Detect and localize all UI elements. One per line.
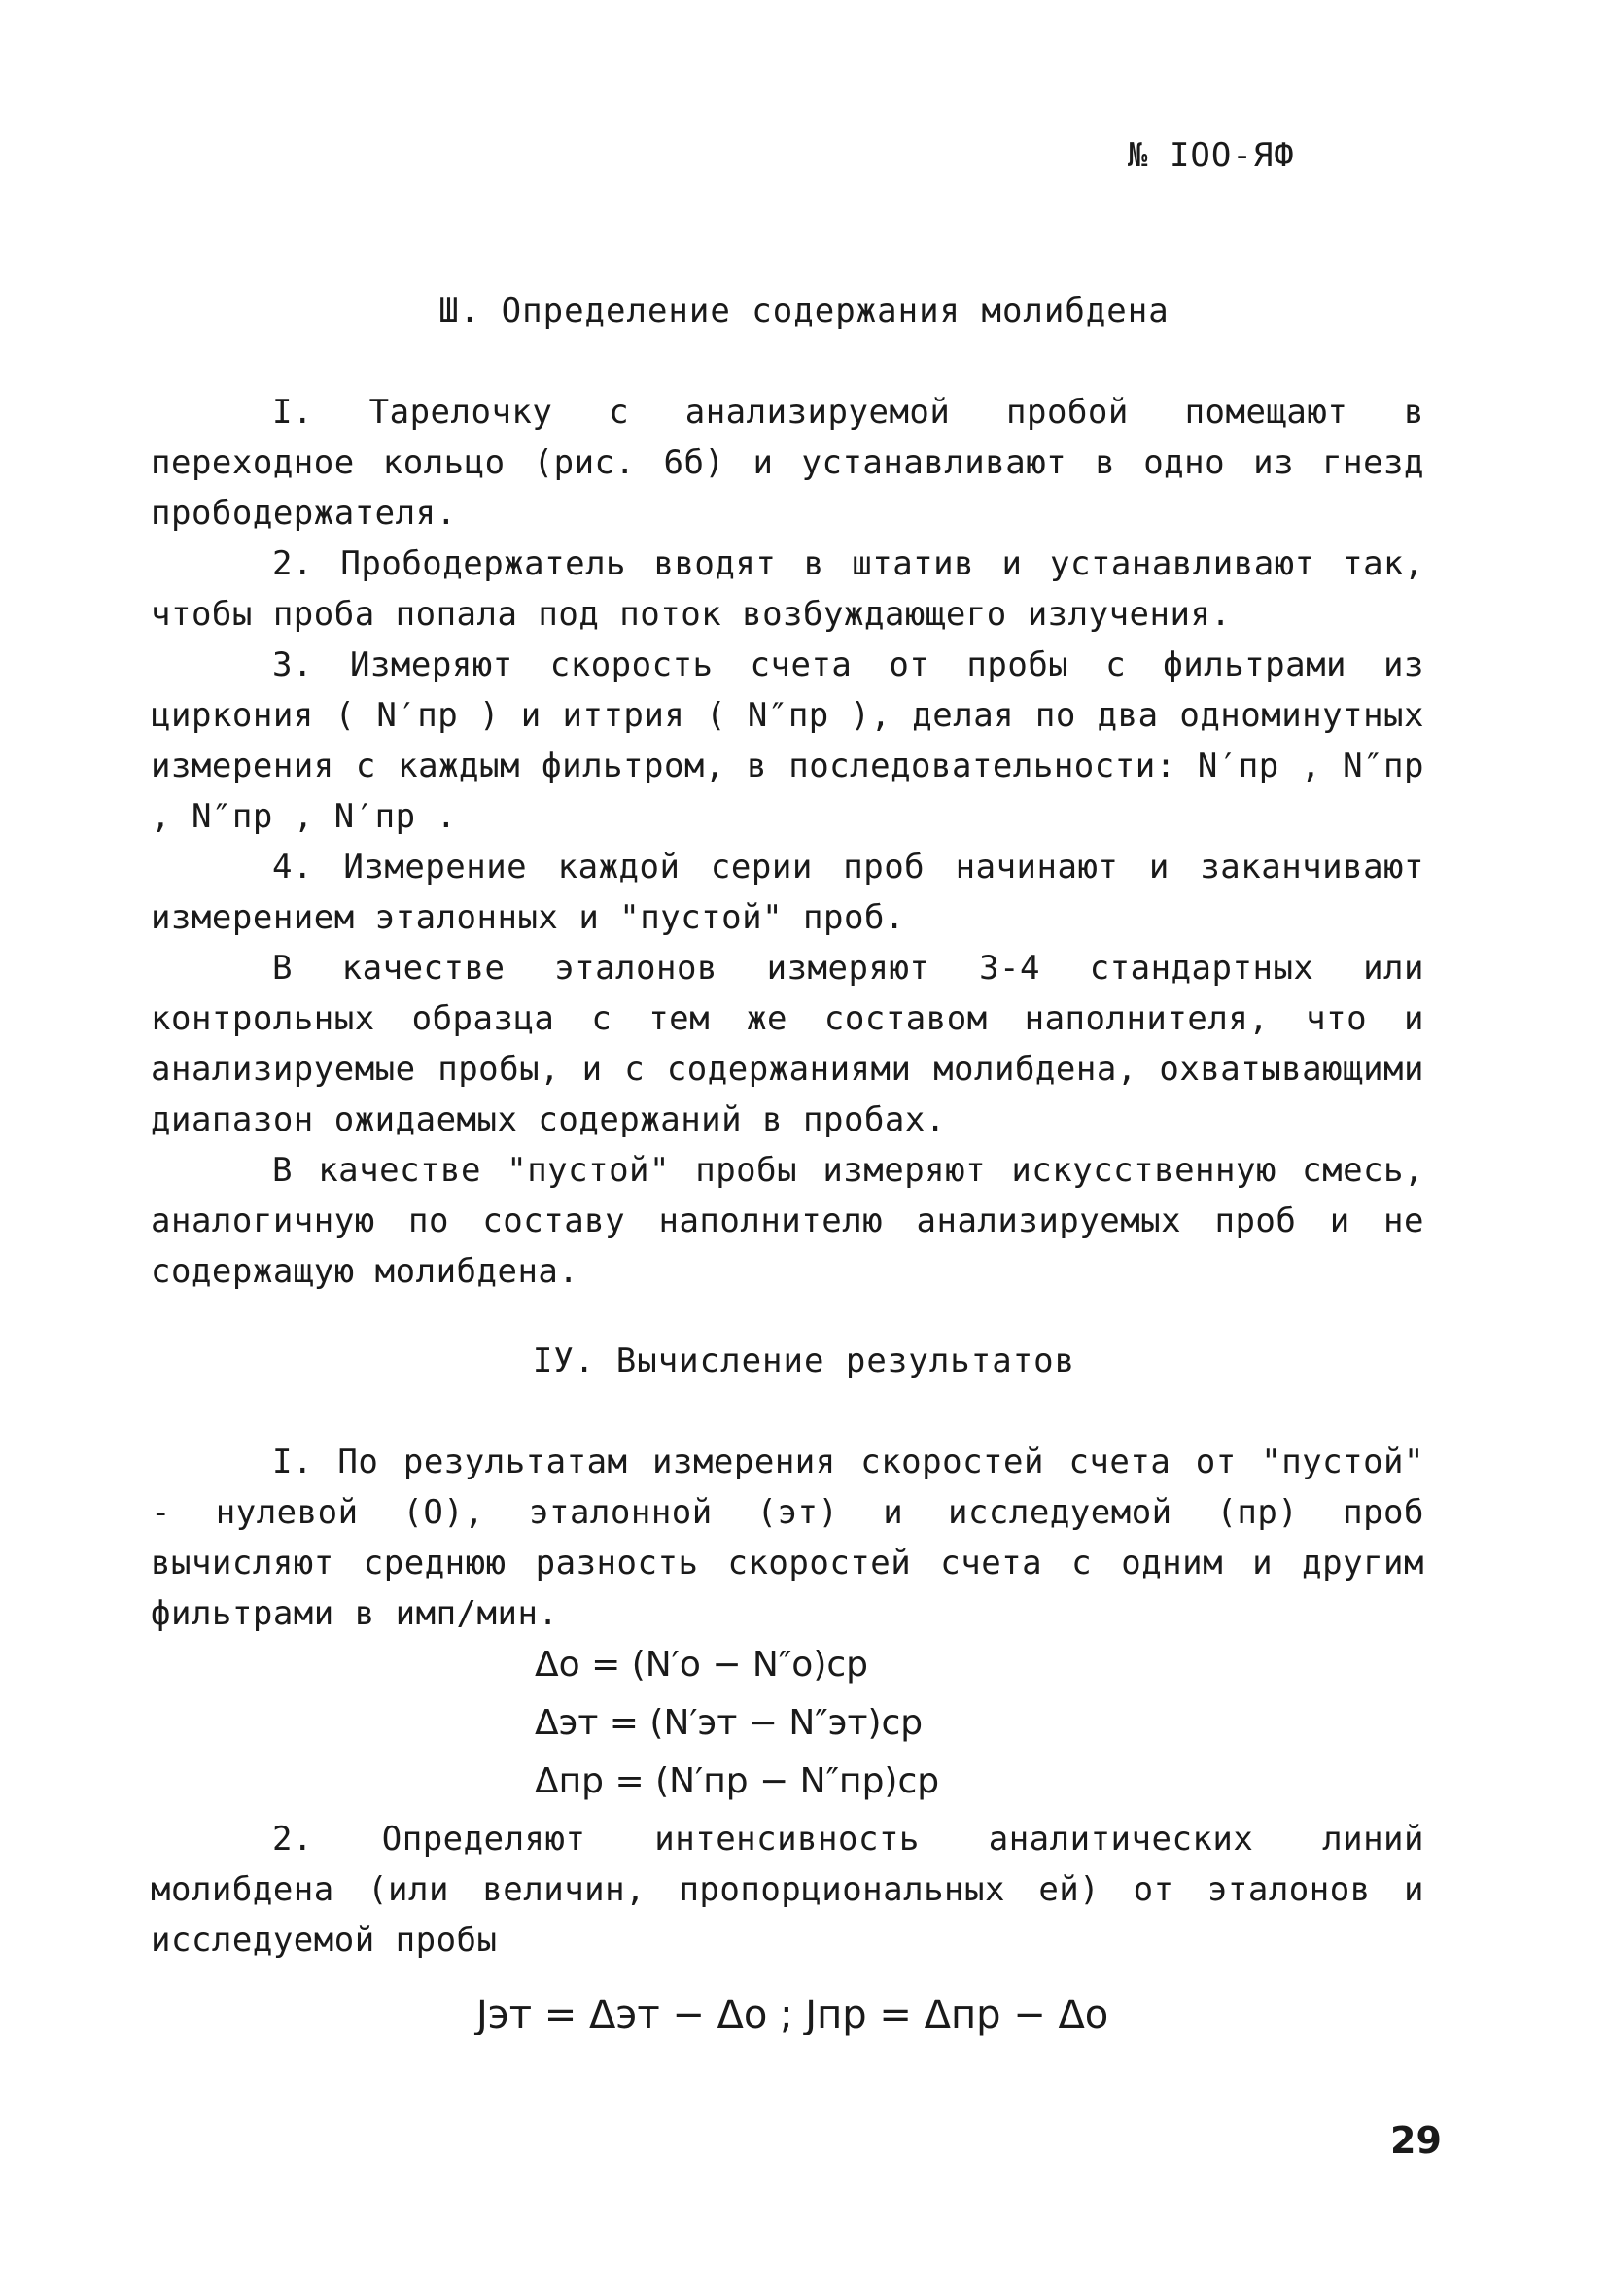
section-3-title: Ш. Определение содержания молибдена (438, 292, 1170, 330)
formula-intensity: Jэт = Δэт − Δo ; Jпр = Δпр − Δo (476, 1993, 1109, 2037)
section-3-paragraph-2: 2. Прободержатель вводят в штатив и устанавливают так, чтобы проба попала под поток возбуждающего излучения. (151, 544, 1424, 634)
formula-delta-sample: Δпр = (N′пр − N″пр)ср (535, 1761, 940, 1801)
section-3-paragraph-4: 4. Измерение каждой серии проб начинают и заканчивают измерением эталонных и "пустой" проб. (151, 848, 1424, 937)
section-3-paragraph-3: 3. Измеряют скорость счета от пробы с фильтрами из циркония ( N′пр ) и иттрия ( N″пр ), делая по два одноминутных измерения с каждым фильтром, в последовательности: N′пр , N″пр , N″пр , N′пр . (151, 645, 1424, 836)
page-number: 29 (1390, 2119, 1442, 2162)
section-4-paragraph-1: I. По результатам измерения скоростей счета от "пустой" - нулевой (О), эталонной (эт) и исследуемой (пр) проб вычисляют среднюю разность скоростей счета с одним и другим фильтрами в имп/мин. (151, 1443, 1424, 1633)
formula-delta-zero: Δo = (N′o − N″o)ср (535, 1645, 869, 1685)
section-3-paragraph-1: I. Тарелочку с анализируемой пробой помещают в переходное кольцо (рис. 6б) и устанавливают в одно из гнезд прободержателя. (151, 393, 1424, 533)
document-number: № IOO-ЯФ (1128, 136, 1295, 175)
formula-delta-standard: Δэт = (N′эт − N″эт)ср (535, 1703, 924, 1743)
section-3-paragraph-5: В качестве эталонов измеряют 3-4 стандартных или контрольных образца с тем же составом наполнителя, что и анализируемые пробы, и с содержаниями молибдена, охватывающими диапазон ожидаемых содержаний в пробах. (151, 949, 1424, 1139)
section-4-paragraph-2: 2. Определяют интенсивность аналитических линий молибдена (или величин, пропорциональных ей) от эталонов и исследуемой пробы (151, 1820, 1424, 1960)
section-4-title: IУ. Вычисление результатов (532, 1341, 1076, 1380)
section-3-paragraph-6: В качестве "пустой" пробы измеряют искусственную смесь, аналогичную по составу наполнителю анализируемых проб и не содержащую молибдена. (151, 1151, 1424, 1291)
